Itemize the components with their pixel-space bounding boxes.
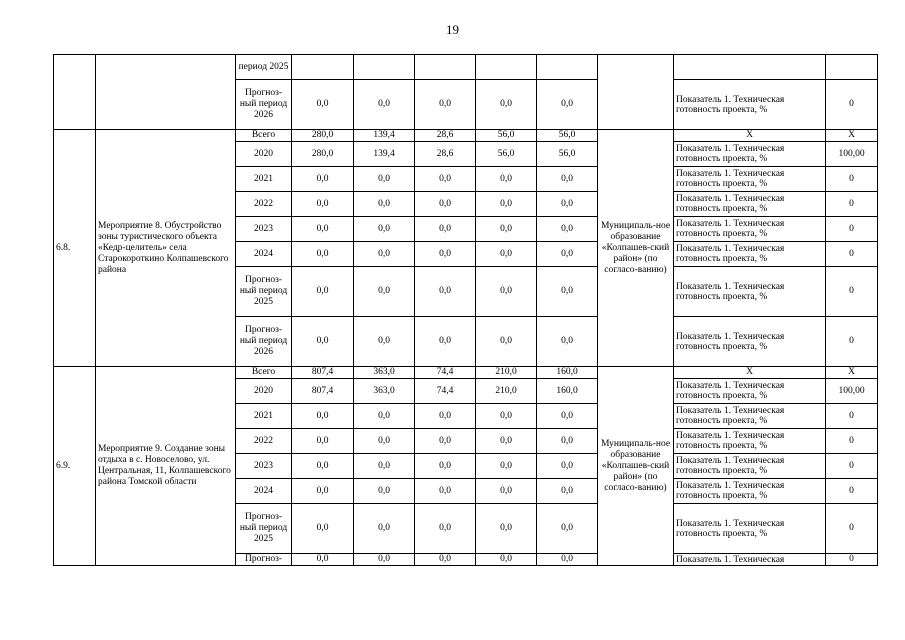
indicator-cell: Показатель 1. Техническая готовность проекта, %	[674, 167, 826, 192]
value-cell: 0,0	[537, 554, 598, 566]
value-cell: 0,0	[476, 317, 537, 367]
value-cell: 0,0	[476, 479, 537, 504]
value-cell: 0,0	[537, 404, 598, 429]
value-cell: 210,0	[476, 379, 537, 404]
year-cell: 2023	[236, 454, 292, 479]
target-cell: 0	[826, 554, 878, 566]
table-row	[54, 367, 878, 379]
year-cell: Прогноз-	[236, 554, 292, 566]
value-cell: 0,0	[476, 429, 537, 454]
value-cell: 0,0	[292, 80, 354, 130]
value-cell: 363,0	[354, 379, 415, 404]
value-cell: 0,0	[292, 454, 354, 479]
target-cell: 0	[826, 242, 878, 267]
value-cell: 0,0	[292, 404, 354, 429]
value-cell: 56,0	[537, 130, 598, 142]
value-cell: 0,0	[415, 242, 476, 267]
value-cell: 0,0	[476, 404, 537, 429]
value-cell: 0,0	[354, 80, 415, 130]
target-cell: 100,00	[826, 142, 878, 167]
value-cell: 280,0	[292, 130, 354, 142]
indicator-cell: Показатель 1. Техническая готовность проекта, %	[674, 192, 826, 217]
num-cell	[54, 55, 96, 130]
value-cell: 139,4	[354, 142, 415, 167]
year-cell: 2020	[236, 379, 292, 404]
indicator-cell: Х	[674, 130, 826, 142]
target-cell: 0	[826, 217, 878, 242]
measure-name: Мероприятие 8. Обустройство зоны туристического объекта «Кедр-целитель» села Старокороткино Колпашевского района	[96, 130, 236, 367]
value-cell: 56,0	[476, 142, 537, 167]
value-cell: 0,0	[292, 504, 354, 554]
value-cell: 160,0	[537, 367, 598, 379]
indicator-cell: Показатель 1. Техническая готовность проекта, %	[674, 429, 826, 454]
value-cell: 0,0	[476, 192, 537, 217]
value-cell: 74,4	[415, 367, 476, 379]
indicator-cell: Х	[674, 367, 826, 379]
value-cell: 807,4	[292, 379, 354, 404]
value-cell: 0,0	[537, 80, 598, 130]
value-cell: 0,0	[354, 242, 415, 267]
value-cell: 0,0	[537, 192, 598, 217]
value-cell: 0,0	[537, 429, 598, 454]
value-cell: 0,0	[476, 454, 537, 479]
value-cell: 0,0	[354, 404, 415, 429]
target-cell: 100,00	[826, 379, 878, 404]
value-cell: 0,0	[292, 429, 354, 454]
value-cell: 0,0	[354, 554, 415, 566]
value-cell: 74,4	[415, 379, 476, 404]
value-cell: 0,0	[415, 267, 476, 317]
indicator-cell: Показатель 1. Техническая готовность проекта, %	[674, 317, 826, 367]
value-cell: 0,0	[537, 167, 598, 192]
measure-number: 6.9.	[54, 367, 96, 566]
measures-table	[53, 54, 878, 566]
indicator-cell: Показатель 1. Техническая готовность проекта, %	[674, 379, 826, 404]
value-cell: 28,6	[415, 142, 476, 167]
value-cell: 0,0	[354, 192, 415, 217]
value-cell: 0,0	[537, 267, 598, 317]
value-cell: 0,0	[537, 504, 598, 554]
year-cell: Прогноз-ный период 2026	[236, 80, 292, 130]
value-cell: 56,0	[537, 142, 598, 167]
value-cell: 0,0	[415, 504, 476, 554]
target-cell: 0	[826, 454, 878, 479]
value-cell: 139,4	[354, 130, 415, 142]
measure-name: Мероприятие 9. Создание зоны отдыха в с. Новоселово, ул. Центральная, 11, Колпашевского района Томской области	[96, 367, 236, 566]
value-cell	[354, 55, 415, 80]
executor-cell	[598, 55, 674, 130]
value-cell: 0,0	[292, 167, 354, 192]
value-cell: 0,0	[292, 242, 354, 267]
year-cell: 2020	[236, 142, 292, 167]
value-cell: 0,0	[415, 454, 476, 479]
year-cell: 2021	[236, 404, 292, 429]
executor-cell: Муниципаль-ное образование «Колпашев-ский район» (по согласо-ванию)	[598, 367, 674, 566]
value-cell: 0,0	[476, 217, 537, 242]
year-cell: Всего	[236, 367, 292, 379]
target-cell: 0	[826, 167, 878, 192]
indicator-cell: Показатель 1. Техническая готовность проекта, %	[674, 142, 826, 167]
page-number: 19	[446, 22, 459, 37]
value-cell: 0,0	[537, 242, 598, 267]
indicator-cell: Показатель 1. Техническая готовность проекта, %	[674, 454, 826, 479]
value-cell: 56,0	[476, 130, 537, 142]
target-cell: Х	[826, 367, 878, 379]
value-cell: 280,0	[292, 142, 354, 167]
target-cell: 0	[826, 192, 878, 217]
target-cell: 0	[826, 80, 878, 130]
value-cell: 0,0	[476, 80, 537, 130]
value-cell	[292, 55, 354, 80]
value-cell: 0,0	[354, 429, 415, 454]
year-cell: период 2025	[236, 55, 292, 80]
year-cell: Прогноз-ный период 2025	[236, 504, 292, 554]
indicator-cell: Показатель 1. Техническая готовность проекта, %	[674, 479, 826, 504]
value-cell: 0,0	[292, 192, 354, 217]
value-cell: 0,0	[354, 479, 415, 504]
indicator-cell	[674, 55, 826, 80]
year-cell: 2022	[236, 192, 292, 217]
value-cell: 0,0	[415, 404, 476, 429]
value-cell	[415, 55, 476, 80]
value-cell	[476, 55, 537, 80]
target-cell: 0	[826, 317, 878, 367]
indicator-cell: Показатель 1. Техническая готовность проекта, %	[674, 217, 826, 242]
value-cell: 0,0	[292, 217, 354, 242]
value-cell: 0,0	[476, 167, 537, 192]
value-cell: 160,0	[537, 379, 598, 404]
value-cell	[537, 55, 598, 80]
value-cell: 0,0	[354, 267, 415, 317]
year-cell: 2024	[236, 479, 292, 504]
value-cell: 0,0	[537, 454, 598, 479]
table-row	[54, 55, 878, 80]
target-cell: 0	[826, 404, 878, 429]
year-cell: Всего	[236, 130, 292, 142]
year-cell: 2021	[236, 167, 292, 192]
year-cell: 2023	[236, 217, 292, 242]
value-cell: 28,6	[415, 130, 476, 142]
value-cell: 0,0	[292, 479, 354, 504]
value-cell: 0,0	[537, 217, 598, 242]
value-cell: 0,0	[476, 554, 537, 566]
value-cell: 0,0	[415, 192, 476, 217]
value-cell: 0,0	[415, 479, 476, 504]
executor-cell: Муниципаль-ное образование «Колпашев-ский район» (по согласо-ванию)	[598, 130, 674, 367]
value-cell: 0,0	[292, 554, 354, 566]
value-cell: 0,0	[354, 504, 415, 554]
year-cell: 2022	[236, 429, 292, 454]
indicator-cell: Показатель 1. Техническая готовность проекта, %	[674, 504, 826, 554]
value-cell: 0,0	[415, 217, 476, 242]
value-cell: 0,0	[292, 317, 354, 367]
value-cell: 0,0	[415, 429, 476, 454]
value-cell: 363,0	[354, 367, 415, 379]
value-cell: 807,4	[292, 367, 354, 379]
value-cell: 0,0	[415, 554, 476, 566]
indicator-cell: Показатель 1. Техническая готовность проекта, %	[674, 404, 826, 429]
target-cell: 0	[826, 504, 878, 554]
target-cell: Х	[826, 130, 878, 142]
indicator-cell: Показатель 1. Техническая	[674, 554, 826, 566]
value-cell: 0,0	[354, 217, 415, 242]
value-cell: 0,0	[354, 317, 415, 367]
value-cell: 0,0	[476, 267, 537, 317]
target-cell: 0	[826, 267, 878, 317]
indicator-cell: Показатель 1. Техническая готовность проекта, %	[674, 80, 826, 130]
year-cell: Прогноз-ный период 2026	[236, 317, 292, 367]
value-cell: 0,0	[537, 479, 598, 504]
value-cell: 0,0	[354, 454, 415, 479]
indicator-cell: Показатель 1. Техническая готовность проекта, %	[674, 267, 826, 317]
table-row	[54, 130, 878, 142]
value-cell: 0,0	[415, 80, 476, 130]
target-cell: 0	[826, 479, 878, 504]
year-cell: Прогноз-ный период 2025	[236, 267, 292, 317]
value-cell: 0,0	[415, 167, 476, 192]
value-cell: 0,0	[476, 242, 537, 267]
value-cell: 0,0	[415, 317, 476, 367]
measure-number: 6.8.	[54, 130, 96, 367]
indicator-cell: Показатель 1. Техническая готовность проекта, %	[674, 242, 826, 267]
name-cell	[96, 55, 236, 130]
target-cell: 0	[826, 429, 878, 454]
value-cell: 0,0	[292, 267, 354, 317]
value-cell: 0,0	[354, 167, 415, 192]
value-cell: 0,0	[476, 504, 537, 554]
target-cell	[826, 55, 878, 80]
year-cell: 2024	[236, 242, 292, 267]
value-cell: 0,0	[537, 317, 598, 367]
value-cell: 210,0	[476, 367, 537, 379]
